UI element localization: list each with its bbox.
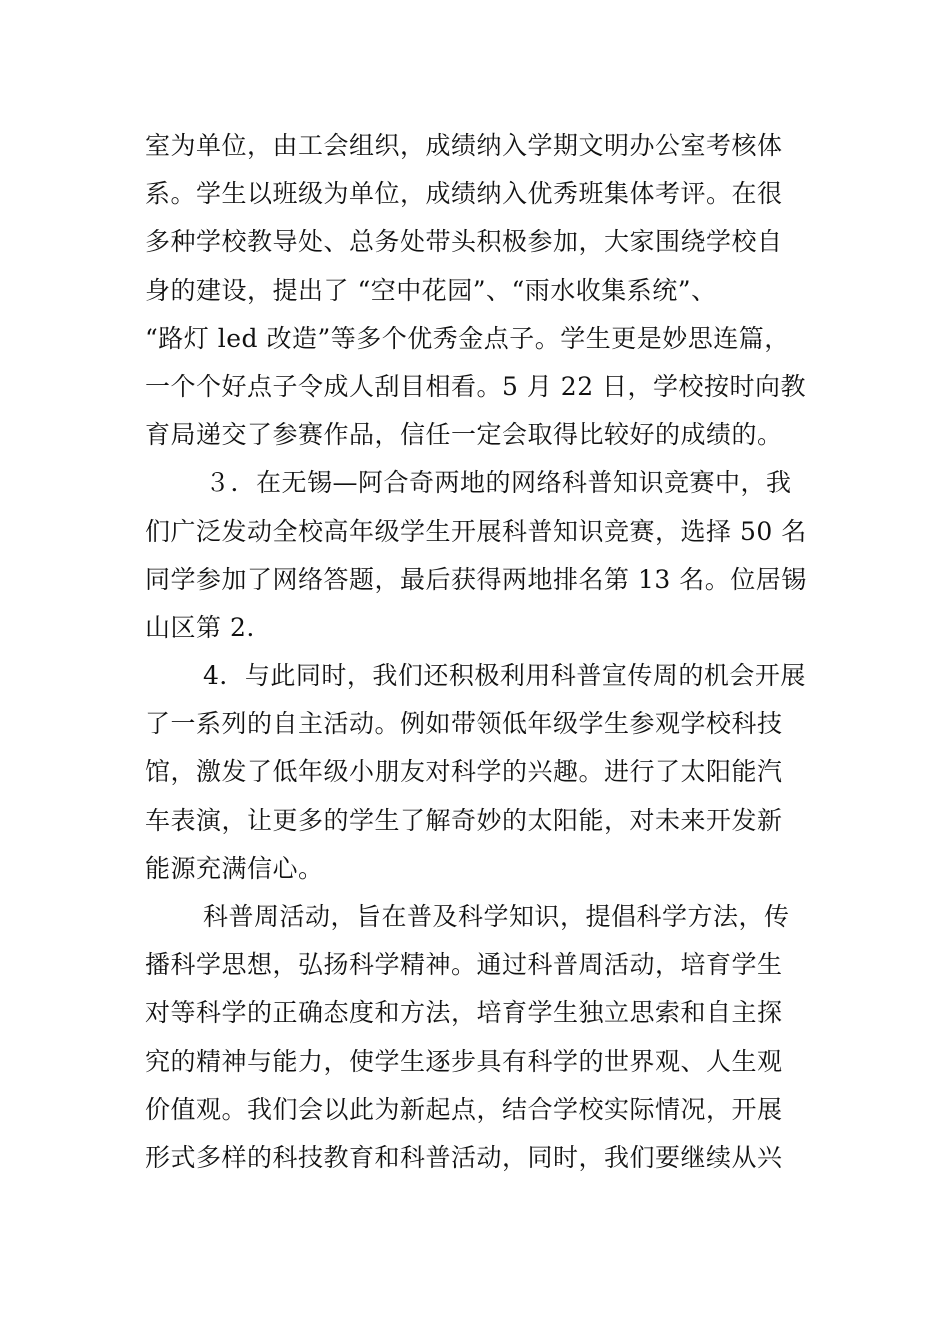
text-line: 能源充满信心。 — [145, 853, 324, 883]
text-line: 育局递交了参赛作品，信任一定会取得比较好的成绩的。 — [145, 420, 783, 450]
text-line: 山区第 2. — [145, 612, 255, 642]
text-line: 了一系列的自主活动。例如带领低年级学生参观学校科技 — [145, 709, 783, 739]
text-line: “路灯 led 改造”等多个优秀金点子。学生更是妙思连篇， — [145, 323, 790, 353]
text-line: 究的精神与能力，使学生逐步具有科学的世界观、人生观 — [145, 1046, 783, 1076]
text-line: 价值观。我们会以此为新起点，结合学校实际情况，开展 — [145, 1094, 783, 1124]
paragraph-start-line: 4．与此同时，我们还积极利用科普宣传周的机会开展 — [203, 661, 806, 691]
text-line: 们广泛发动全校高年级学生开展科普知识竞赛，选择 50 名 — [145, 516, 807, 546]
paragraph-start-line: 科普周活动，旨在普及科学知识，提倡科学方法，传 — [203, 902, 790, 931]
text-line: 身的建设，提出了 “空中花园”、“雨水收集系统”、 — [145, 275, 717, 305]
text-line: 车表演，让更多的学生了解奇妙的太阳能，对未来开发新 — [145, 805, 783, 835]
text-line: 对等科学的正确态度和方法，培育学生独立思索和自主探 — [145, 998, 783, 1028]
text-line: 形式多样的科技教育和科普活动，同时，我们要继续从兴 — [145, 1142, 783, 1172]
text-line: 同学参加了网络答题，最后获得两地排名第 13 名。位居锡 — [145, 564, 807, 594]
text-line: 多种学校教导处、总务处带头积极参加，大家围绕学校自 — [145, 227, 783, 257]
paragraph-start-line: ３．在无锡—阿合奇两地的网络科普知识竞赛中，我 — [205, 468, 792, 498]
document-body — [145, 122, 810, 1182]
text-line: 馆，激发了低年级小朋友对科学的兴趣。进行了太阳能汽 — [145, 757, 783, 787]
text-line: 一个个好点子令成人刮目相看。5 月 22 日，学校按时向教 — [145, 371, 807, 401]
text-line: 室为单位，由工会组织，成绩纳入学期文明办公室考核体 — [145, 131, 783, 160]
text-line: 系。学生以班级为单位，成绩纳入优秀班集体考评。在很 — [145, 179, 783, 209]
text-line: 播科学思想，弘扬科学精神。通过科普周活动，培育学生 — [145, 950, 783, 980]
